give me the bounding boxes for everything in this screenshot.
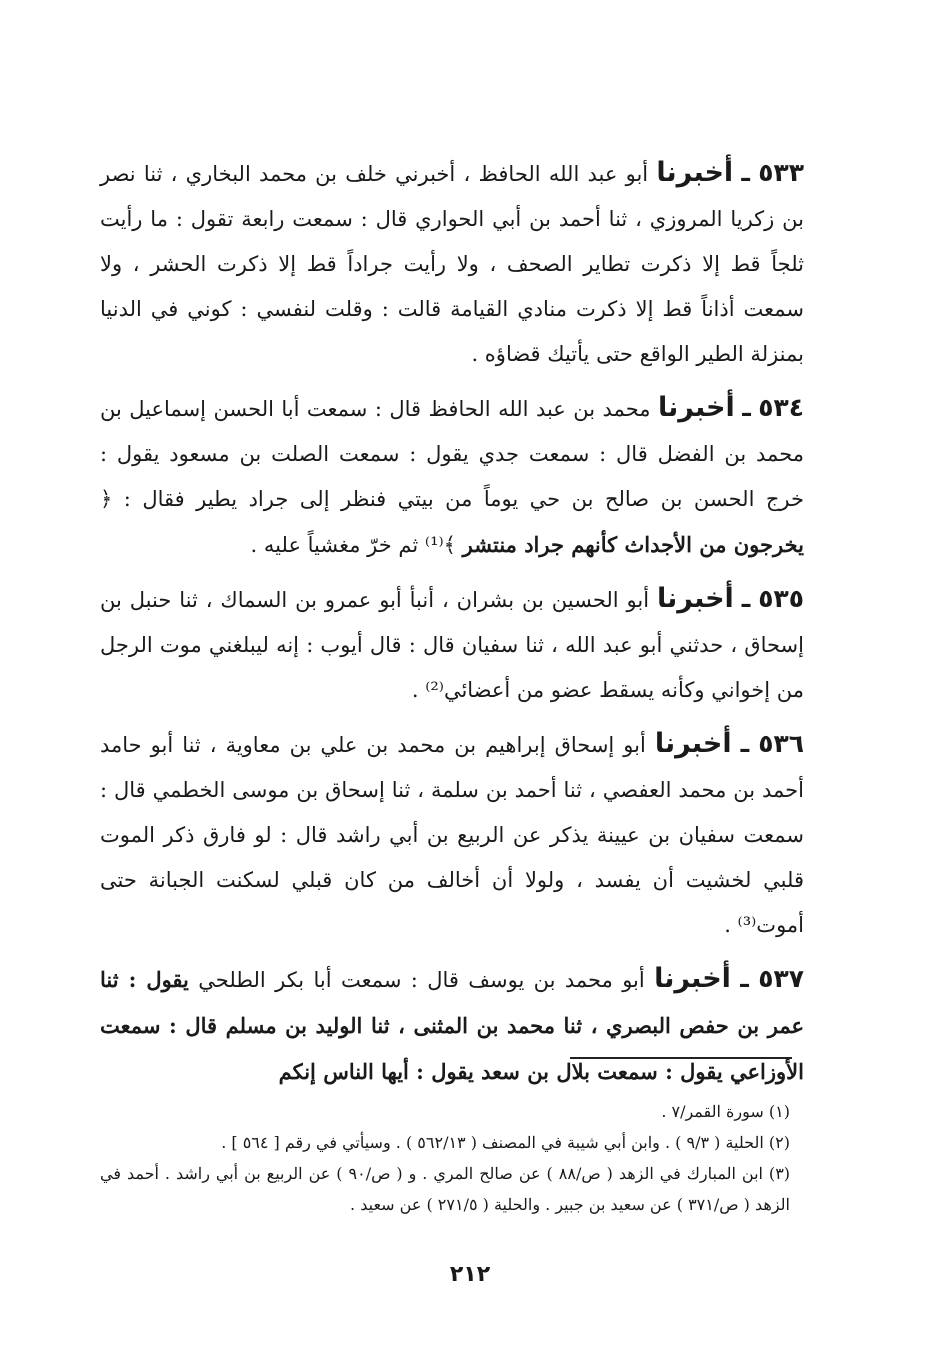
entry-number: ٥٣٣ [758, 158, 804, 187]
entry-dash: ـ [742, 393, 751, 422]
entry-dash: ـ [740, 964, 749, 993]
footnote-2: (٢) الحلية ( ٩/٣ ) . وابن أبي شيبة في المصنف ( ٥٦٢/١٣ ) . وسيأتي في رقم [ ٥٦٤ ] . [221, 1133, 790, 1152]
entry-text: محمد بن عبد الله الحافظ قال : سمعت أبا الحسن إسماعيل بن محمد بن الفضل قال : سمعت جدي يقول : سمعت الصلت بن مسعود يقول : خرج الحسن بن صالح بن حي يوماً من بيتي فنظر إلى جراد يطير فقال : ﴿ [100, 397, 804, 511]
entry-heading: أخبرنا [656, 157, 734, 188]
footnote-divider [570, 1057, 792, 1059]
entry-text-bold: يقول : ثنا عمر بن حفص البصري ، ثنا محمد بن المثنى ، ثنا الوليد بن مسلم قال : سمعت الأوزاعي يقول : سمعت بلال بن سعد يقول : أيها الناس إنكم [100, 967, 804, 1084]
entry-heading: أخبرنا [657, 392, 735, 423]
entry-text: أبو محمد بن يوسف قال : سمعت أبا بكر الطلحي [198, 968, 645, 992]
main-text [100, 150, 804, 1103]
entry-heading: أخبرنا [654, 963, 731, 994]
page-number: ٢١٢ [449, 1262, 491, 1287]
footnote-3: (٣) ابن المبارك في الزهد ( ص/٨٨ ) عن صالح المري . و ( ص/٩٠ ) عن الربيع بن أبي راشد . أحمد في الزهد ( ص/٣٧١ ) عن سعيد بن جبير . والحلية ( ٢٧١/٥ ) عن سعيد . [100, 1164, 791, 1214]
footnotes [100, 1096, 790, 1220]
entry-text: أبو عبد الله الحافظ ، أخبرني خلف بن محمد البخاري ، ثنا نصر بن زكريا المروزي ، ثنا أحمد بن أبي الحواري قال : سمعت رابعة تقول : ما رأيت ثلجاً قط إلا ذكرت تطاير الصحف ، ولا رأيت جراداً قط إلا ذكرت الحشر ، ولا سمعت أذاناً قط إلا ذكرت منادي القيامة قالت : وقلت لنفسي : كوني في الدنيا بمنزلة الطير الواقع حتى يأتيك قضاؤه . [100, 162, 804, 366]
entry-dash: ـ [741, 158, 750, 187]
quran-verse: يخرجون من الأجداث كأنهم جراد منتشر [462, 532, 804, 557]
entry-number: ٥٣٧ [758, 964, 804, 993]
entry-537 [100, 956, 804, 1095]
entry-536 [100, 721, 804, 948]
entry-number: ٥٣٤ [758, 393, 804, 422]
entry-dash: ـ [741, 584, 751, 613]
entry-535 [100, 576, 804, 713]
entry-533 [100, 150, 804, 377]
entry-534 [100, 385, 804, 568]
footnote-1: (١) سورة القمر/٧ . [661, 1102, 790, 1121]
entry-heading: أخبرنا [654, 728, 732, 759]
entry-number: ٥٣٦ [758, 729, 804, 758]
entry-number: ٥٣٥ [758, 584, 804, 613]
entry-text: أبو إسحاق إبراهيم بن محمد بن علي بن معاوية ، ثنا أبو حامد أحمد بن محمد العفصي ، ثنا أحمد بن سلمة ، ثنا إسحاق بن موسى الخطمي قال : سمعت سفيان بن عيينة يذكر عن الربيع بن أبي راشد قال : لو فارق ذكر الموت قلبي لخشيت أن يفسد ، ولولا أن أخالف من كان قبلي لسكنت الجبانة حتى أموت⁽³⁾ . [100, 733, 804, 937]
entry-heading: أخبرنا [657, 583, 734, 614]
entry-dash: ـ [740, 729, 750, 758]
entry-text: أبو الحسين بن بشران ، أنبأ أبو عمرو بن السماك ، ثنا حنبل بن إسحاق ، حدثني أبو عبد الله ، ثنا سفيان قال : قال أيوب : إنه ليبلغني موت الرجل من إخواني وكأنه يسقط عضو من أعضائي⁽²⁾ . [100, 588, 804, 702]
entry-text-end: ﴾⁽¹⁾ ثم خرّ مغشياً عليه . [250, 533, 456, 557]
